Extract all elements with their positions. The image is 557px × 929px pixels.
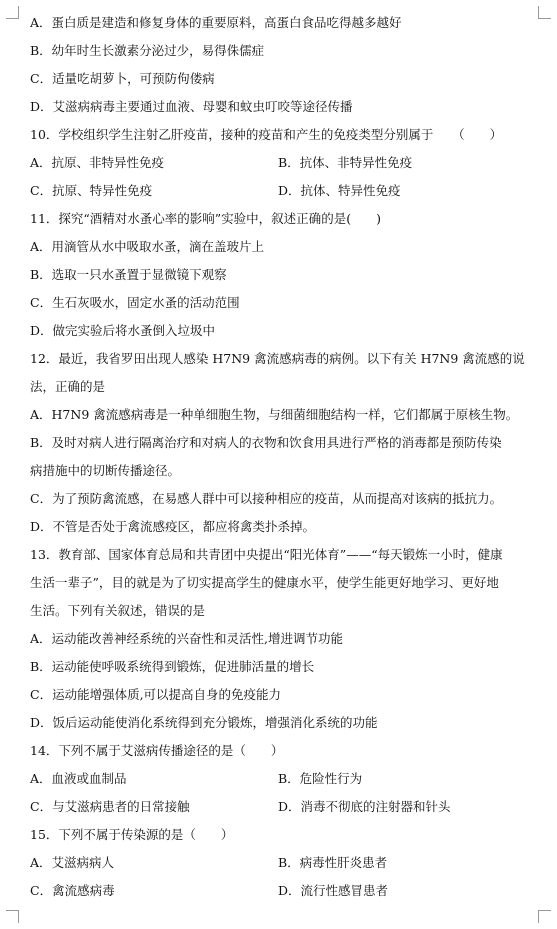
q15-option-c: C．禽流感病毒 — [30, 883, 115, 898]
q9-option-b: B．幼年时生长激素分泌过少，易得侏儒症 — [30, 43, 265, 58]
q15-option-a: A．艾滋病病人 — [30, 855, 115, 870]
q14-option-a: A．血液或血制品 — [30, 771, 127, 786]
q14-option-c: C．与艾滋病患者的日常接触 — [30, 799, 190, 814]
q10-options-row — [30, 177, 535, 205]
q12-stem: 12．最近，我省罗田出现人感染 H7N9 禽流感病毒的病例。以下有关 H7N9 禽流感的说 — [30, 351, 525, 366]
q13-option-d: D．饭后运动能使消化系统得到充分锻炼，增强消化系统的功能 — [30, 715, 378, 730]
q10-option-b: B．抗体、非特异性免疫 — [278, 155, 413, 170]
q12-option-b-continued: 病措施中的切断传播途径。 — [30, 463, 181, 478]
q13-option-a: A．运动能改善神经系统的兴奋性和灵活性,增进调节功能 — [30, 631, 344, 646]
q15-options-row — [30, 877, 535, 905]
page-corner-mark — [538, 910, 551, 923]
q13-option-b: B．运动能使呼吸系统得到锻炼，促进肺活量的增长 — [30, 659, 315, 674]
q11-stem: 11．探究“酒精对水蚤心率的影响”实验中，叙述正确的是( ) — [30, 211, 381, 226]
q13-stem-continued: 生活一辈子”，目的就是为了切实提高学生的健康水平，使学生能更好地学习、更好地 — [30, 575, 499, 590]
q12-option-d: D．不管是否处于禽流感疫区，都应将禽类扑杀掉。 — [30, 519, 316, 534]
q10-stem: 10．学校组织学生注射乙肝疫苗，接种的疫苗和产生的免疫类型分别属于 （ ） — [30, 127, 503, 142]
q14-options-row — [30, 765, 535, 793]
q12-stem-continued: 法，正确的是 — [30, 379, 106, 394]
q14-options-row — [30, 793, 535, 821]
q9-option-d: D．艾滋病病毒主要通过血液、母婴和蚊虫叮咬等途径传播 — [30, 99, 353, 114]
q10-option-a: A．抗原、非特异性免疫 — [30, 155, 165, 170]
q11-option-a: A．用滴管从水中吸取水蚤，滴在盖玻片上 — [30, 239, 265, 254]
q10-option-c: C．抗原、特异性免疫 — [30, 183, 153, 198]
q14-stem: 14．下列不属于艾滋病传播途径的是（ ） — [30, 743, 284, 758]
q13-option-c: C．运动能增强体质,可以提高自身的免疫能力 — [30, 687, 282, 702]
q11-option-c: C．生石灰吸水，固定水蚤的活动范围 — [30, 295, 240, 310]
q9-option-a: A．蛋白质是建造和修复身体的重要原料，高蛋白食品吃得越多越好 — [30, 15, 402, 30]
q15-options-row — [30, 849, 535, 877]
q9-option-c: C．适量吃胡萝卜，可预防佝偻病 — [30, 71, 215, 86]
page-corner-mark — [6, 6, 19, 19]
q14-option-d: D．消毒不彻底的注射器和针头 — [278, 799, 451, 814]
q12-option-b: B．及时对病人进行隔离治疗和对病人的衣物和饮食用具进行严格的消毒都是预防传染 — [30, 435, 502, 450]
q15-option-b: B．病毒性肝炎患者 — [278, 855, 388, 870]
q15-option-d: D．流行性感冒患者 — [278, 883, 389, 898]
q10-options-row — [30, 149, 535, 177]
page-corner-mark — [538, 6, 551, 19]
q13-stem: 13．教育部、国家体育总局和共青团中央提出“阳光体育”——“每天锻炼一小时，健康 — [30, 547, 503, 562]
page-corner-mark — [6, 910, 19, 923]
exam-page — [30, 9, 535, 905]
q14-option-b: B．危险性行为 — [278, 771, 363, 786]
q15-stem: 15．下列不属于传染源的是（ ） — [30, 827, 234, 842]
q10-option-d: D．抗体、特异性免疫 — [278, 183, 401, 198]
q12-option-c: C．为了预防禽流感，在易感人群中可以接种相应的疫苗，从而提高对该病的抵抗力。 — [30, 491, 503, 506]
q11-option-b: B．选取一只水蚤置于显微镜下观察 — [30, 267, 227, 282]
q13-stem-continued: 生活。下列有关叙述，错误的是 — [30, 603, 206, 618]
q11-option-d: D．做完实验后将水蚤倒入垃圾中 — [30, 323, 216, 338]
q12-option-a: A．H7N9 禽流感病毒是一种单细胞生物，与细菌细胞结构一样，它们都属于原核生物。 — [30, 407, 519, 422]
